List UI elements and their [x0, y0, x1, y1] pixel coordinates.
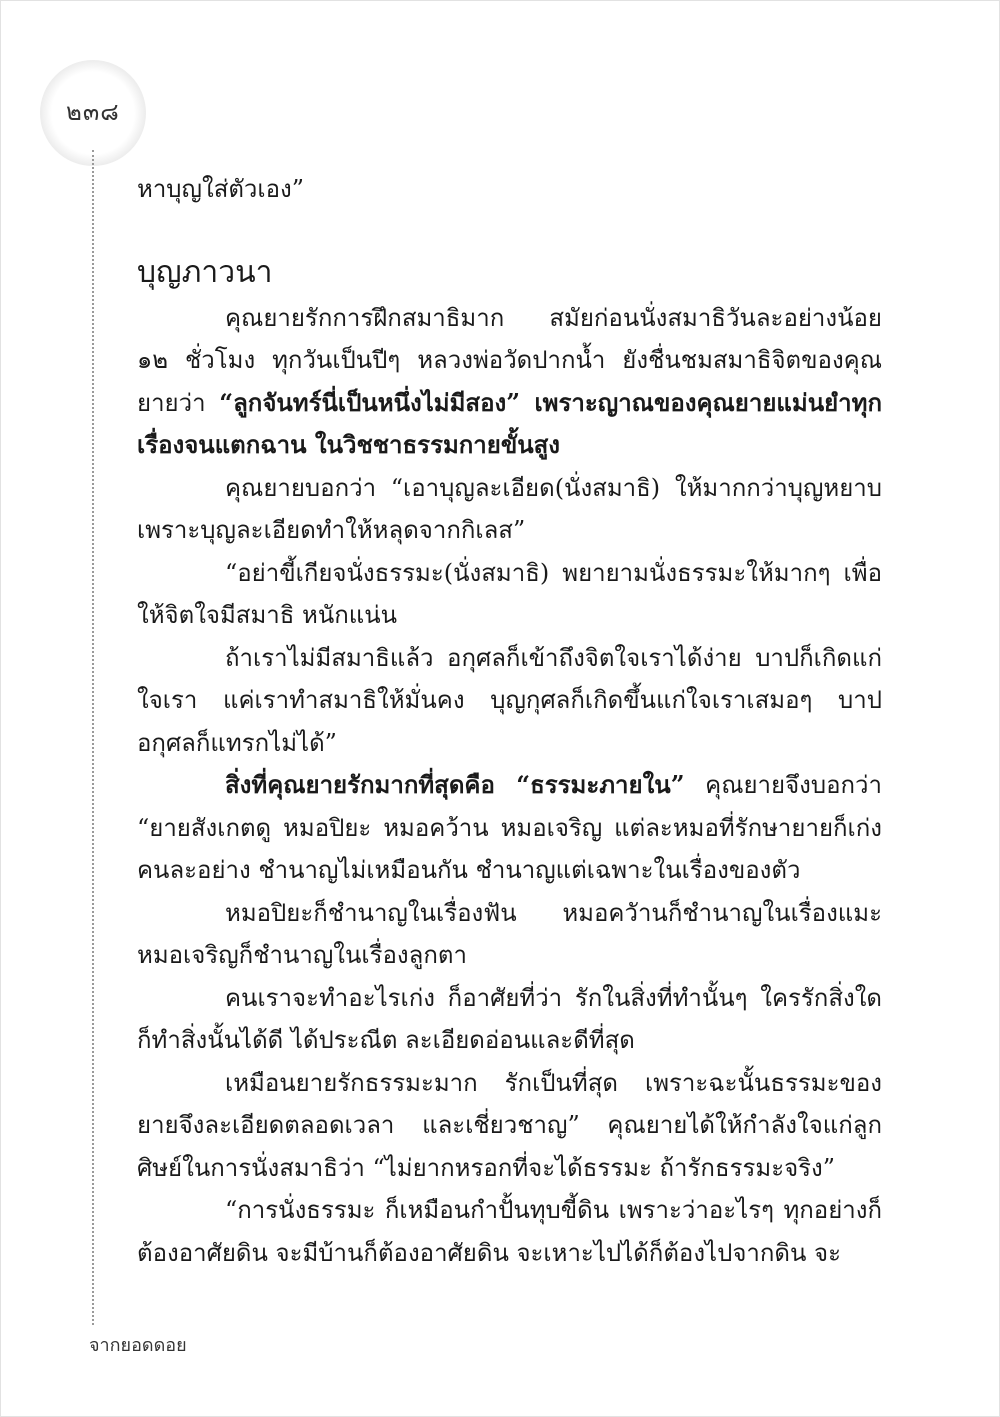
page-content [137, 168, 882, 1274]
paragraph [137, 467, 882, 552]
paragraph [137, 637, 882, 765]
paragraph [137, 552, 882, 637]
opening-line: หาบุญใส่ตัวเอง” [137, 175, 305, 203]
paragraph [137, 1062, 882, 1190]
paragraph [137, 764, 882, 892]
paragraph-text: ถ้าเราไม่มีสมาธิแล้ว อกุศลก็เข้าถึงจิตใจเราได้ง่าย บาปก็เกิดแก่ใจเรา แค่เราทำสมาธิให้มั่นคง บุญกุศลก็เกิดขึ้นแก่ใจเราเสมอๆ บาปอกุศลก็แทรกไม่ได้” [137, 643, 882, 757]
paragraph-text: คนเราจะทำอะไรเก่ง ก็อาศัยที่ว่า รักในสิ่งที่ทำนั้นๆ ใครรักสิ่งใด ก็ทำสิ่งนั้นได้ดี ได้ประณีต ละเอียดอ่อนและดีที่สุด [137, 983, 882, 1054]
paragraph [137, 892, 882, 977]
paragraph [137, 1189, 882, 1274]
running-footer: จากยอดดอย [89, 1335, 187, 1356]
page-number: ๒๓๘ [66, 98, 120, 126]
paragraph-text: หมอปิยะก็ชำนาญในเรื่องฟัน หมอควัานก็ชำนาญในเรื่องแมะ หมอเจริญก็ชำนาญในเรื่องลูกตา [137, 898, 882, 969]
paragraph [137, 297, 882, 467]
paragraph [137, 977, 882, 1062]
paragraph-text: “อย่าขี้เกียจนั่งธรรมะ(นั่งสมาธิ) พยายามนั่งธรรมะให้มากๆ เพื่อให้จิตใจมีสมาธิ หนักแน่น [137, 558, 882, 629]
paragraph-bold-text: สิ่งที่คุณยายรักมากที่สุดคือ “ธรรมะภายใน” [225, 770, 685, 799]
paragraph-text: เหมือนยายรักธรรมะมาก รักเป็นที่สุด เพราะฉะนั้นธรรมะของยายจึงละเอียดตลอดเวลา และเชี่ยวชาญ” คุณยายได้ให้กำลังใจแก่ลูกศิษย์ในการนั่งสมาธิว่า “ไม่ยากหรอกที่จะได้ธรรมะ ถ้ารักธรรมะจริง” [137, 1068, 882, 1182]
paragraph-text: คุณยายบอกว่า “เอาบุญละเอียด(นั่งสมาธิ) ให้มากกว่าบุญหยาบ เพราะบุญละเอียดทำให้หลุดจากกิเลส” [137, 473, 882, 544]
section-heading: บุญภาวนา [137, 254, 273, 290]
dotted-margin-rule [92, 150, 94, 1325]
paragraph-text: “การนั่งธรรมะ ก็เหมือนกำปั้นทุบขี้ดิน เพราะว่าอะไรๆ ทุกอย่างก็ต้องอาศัยดิน จะมีบ้านก็ต้องอาศัยดิน จะเหาะไปได้ก็ต้องไปจากดิน จะ [137, 1196, 882, 1267]
paragraph-bold-text: “ลูกจันทร์นี่เป็นหนึ่งไม่มีสอง” เพราะญาณของคุณยายแม่นยำทุกเรื่องจนแตกฉาน ในวิชชาธรรมกายขั้นสูง [137, 387, 882, 459]
paragraph-text: คุณยายรักการฝึกสมาธิมาก สมัยก่อนนั่งสมาธิวันละอย่างน้อย ๑๒ ชั่วโมง ทุกวันเป็นปีๆ หลวงพ่อวัดปากน้ำ ยังชื่นชมสมาธิจิตของคุณยายว่า [137, 303, 882, 417]
paragraph-text: คุณยายจึงบอกว่า “ยายสังเกตดู หมอปิยะ หมอคว้าน หมอเจริญ แต่ละหมอที่รักษายายก็เก่งคนละอย่าง ชำนาญไม่เหมือนกัน ชำนาญแต่เฉพาะในเรื่องของตัว [137, 771, 882, 884]
